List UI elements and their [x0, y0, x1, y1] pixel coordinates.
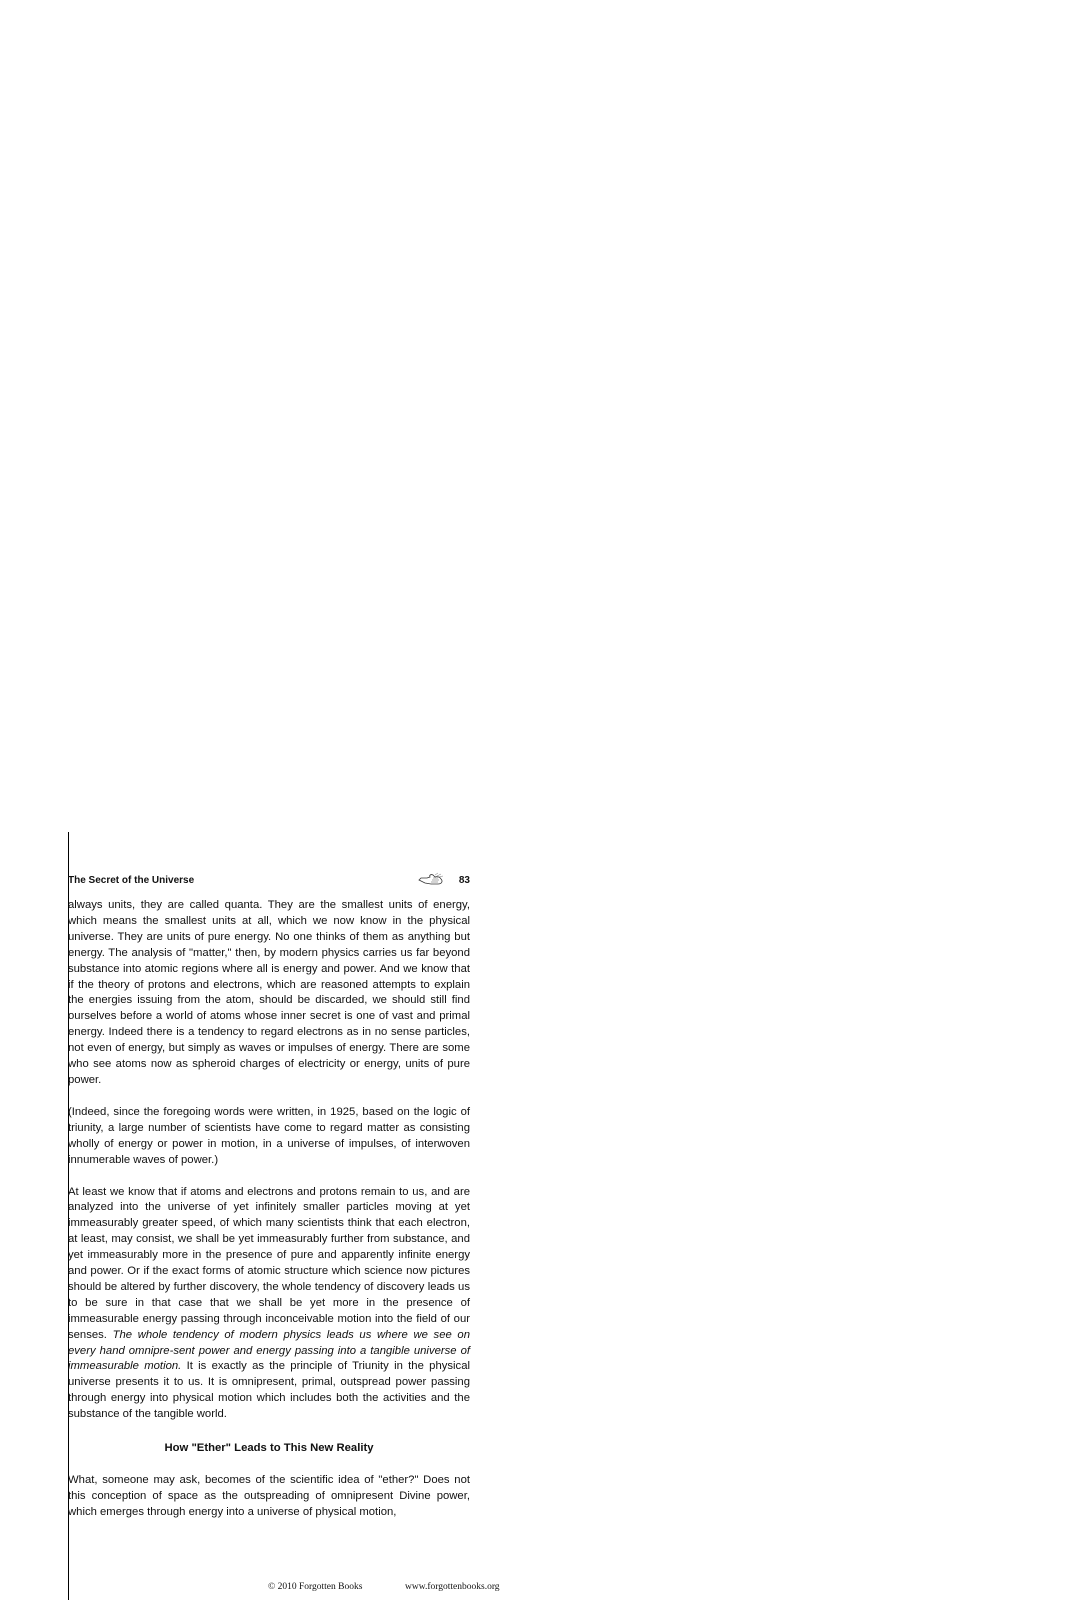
paragraph-text: At least we know that if atoms and electrons and protons remain to us, and are analyzed into the universe of yet infinitely smaller particles moving at yet immeasurably greater speed, of which many scientists think that each electron, at least, may consist, we shall be yet immeasurably further from substance, and yet immeasurably more in the presence of pure and apparently infinite energy and power. Or if the exact forms of atomic structure which science now pictures should be altered by further discovery, the whole tendency of discovery leads us to be sure in that case that we shall be yet more in the presence of immeasurable energy passing through inconceivable motion into the field of our senses.	[68, 1185, 470, 1341]
running-title: The Secret of the Universe	[68, 875, 195, 886]
paragraph-text: It is exactly as the principle of Triunity in the physical universe presents it to us. It is omnipresent, primal, outspread power passing through energy into physical motion which includes both the activities and the substance of the tangible world.	[68, 1360, 470, 1421]
paragraph: What, someone may ask, becomes of the scientific idea of "ether?" Does not this conception of space as the outspreading of omnipresent Divine power, which emerges through energy into a universe of physical motion,	[68, 1474, 470, 1518]
section-heading: How "Ether" Leads to This New Reality	[164, 1442, 374, 1455]
paragraph: (Indeed, since the foregoing words were written, in 1925, based on the logic of triunity, a large number of scientists have come to regard matter as consisting wholly of energy or power in motion, in a universe of impulses, of interwoven innumerable waves of power.)	[68, 1105, 470, 1166]
paragraph: always units, they are called quanta. They are the smallest units of energy, which means the smallest units at all, which we now know in the physical universe. They are units of pure energy. No one thinks of them as anything but energy. The analysis of "matter," then, by modern physics carries us far beyond substance into atomic regions where all is energy and power. And we know that if the theory of protons and electrons, which are reasoned attempts to explain the energies issuing from the atom, should be discarded, we should still find ourselves before a world of atoms whose inner secret is one of vast and primal energy. Indeed there is a tendency to regard electrons as in no sense particles, not even of energy, but simply as waves or impulses of energy. There are some who see atoms now as spheroid charges of electricity or energy, units of pure power.	[68, 899, 470, 1086]
copyright-notice: © 2010 Forgotten Books	[268, 1582, 363, 1592]
page-body	[68, 898, 470, 1521]
paragraph	[68, 1185, 470, 1424]
page-header	[68, 872, 470, 892]
hand-pointer-icon	[418, 872, 446, 888]
page-number: 83	[458, 875, 470, 886]
website-link: www.forgottenbooks.org	[405, 1582, 500, 1592]
italic-emphasis: The whole tendency of modern physics leads us where we see on every hand omnipre-sent power and energy passing into a tangible universe of immeasurable motion.	[68, 1328, 470, 1373]
